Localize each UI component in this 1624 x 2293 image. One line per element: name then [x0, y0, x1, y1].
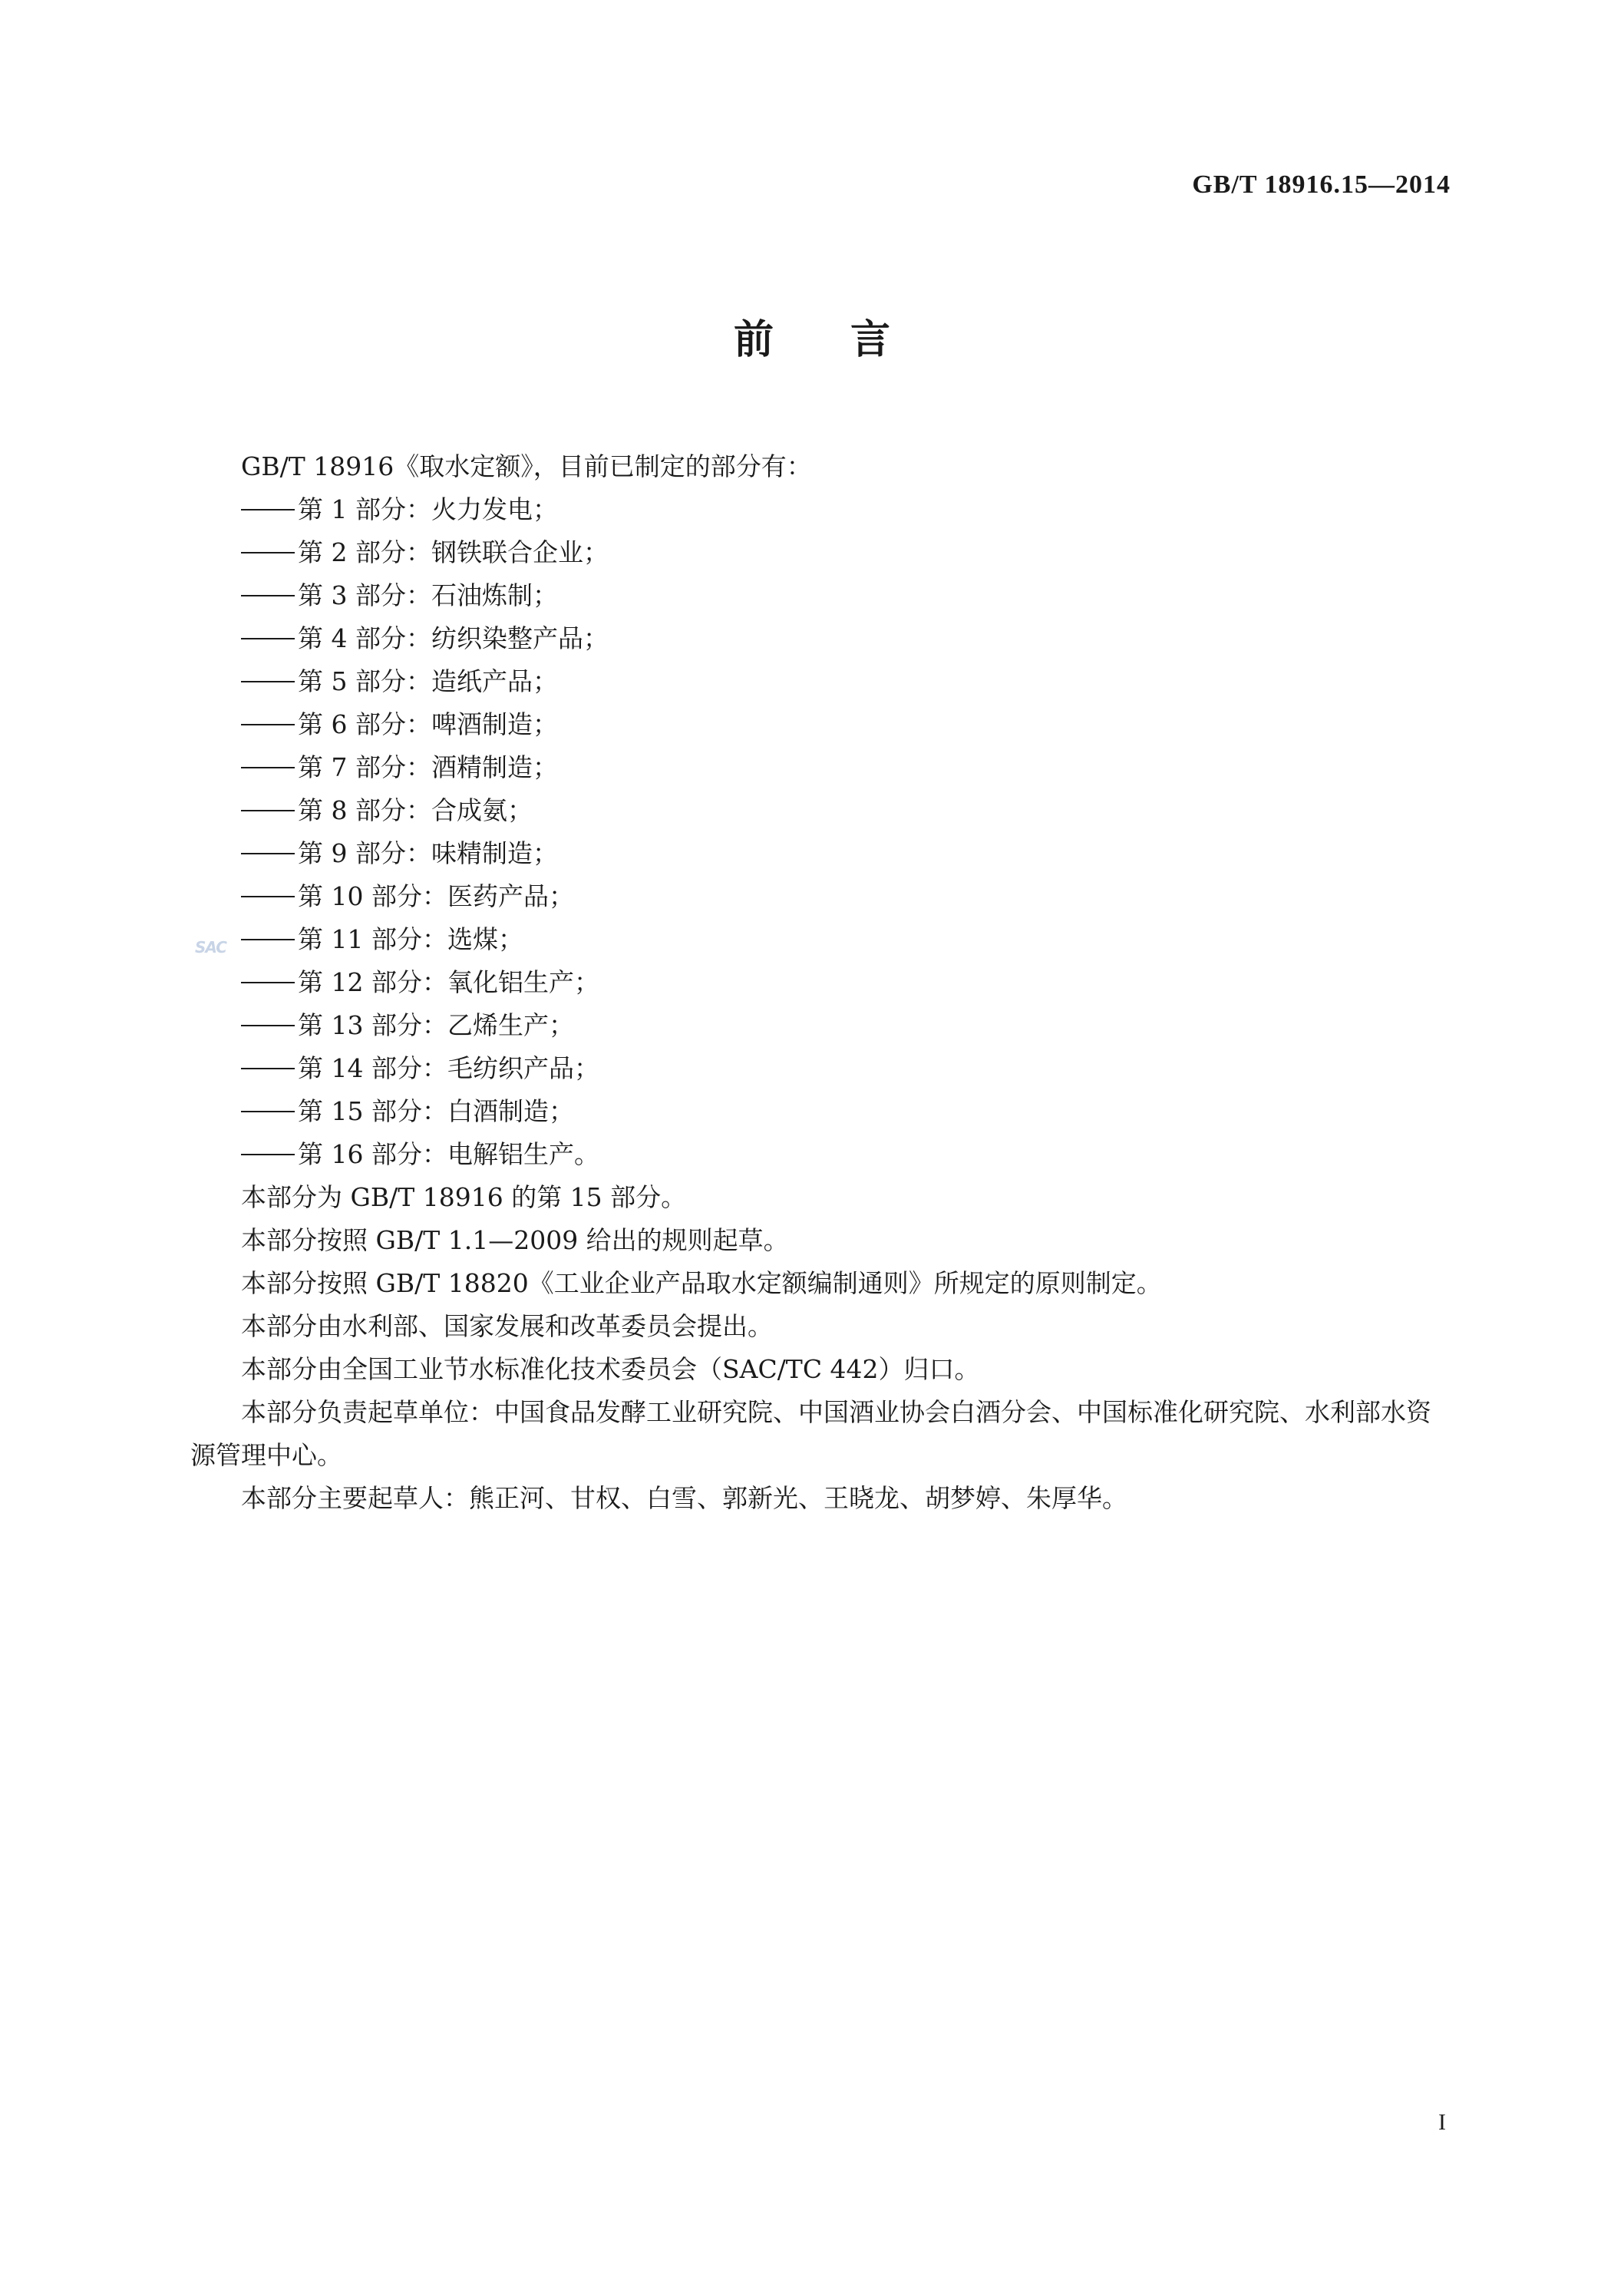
paragraph-drafters: 本部分主要起草人：熊正河、甘权、白雪、郭新光、王晓龙、胡梦婷、朱厚华。: [241, 1483, 1127, 1513]
page-number: I: [1438, 2110, 1446, 2135]
dash-bullet: [241, 638, 295, 640]
list-item: 第 1 部分：火力发电；: [190, 488, 1449, 531]
page-title: 前言: [733, 317, 967, 363]
dash-bullet: [241, 1154, 295, 1156]
list-item: 第 10 部分：医药产品；: [190, 875, 1449, 918]
list-item: 第 13 部分：乙烯生产；: [190, 1004, 1449, 1047]
foreword-body: [190, 445, 1449, 1520]
list-item: 第 14 部分：毛纺织产品；: [190, 1047, 1449, 1090]
paragraph-administered-by: 本部分由全国工业节水标准化技术委员会（SAC/TC 442）归口。: [241, 1354, 980, 1384]
dash-bullet: [241, 810, 295, 812]
list-item: 第 4 部分：纺织染整产品；: [190, 617, 1449, 660]
dash-bullet: [241, 939, 295, 941]
dash-bullet: [241, 681, 295, 683]
paragraph-drafting-rules: 本部分按照 GB/T 1.1—2009 给出的规则起草。: [241, 1225, 789, 1255]
list-item: 第 7 部分：酒精制造；: [190, 746, 1449, 789]
list-item: 第 6 部分：啤酒制造；: [190, 703, 1449, 746]
dash-bullet: [241, 724, 295, 726]
list-item: 第 15 部分：白酒制造；: [190, 1090, 1449, 1133]
list-item: 第 2 部分：钢铁联合企业；: [190, 531, 1449, 574]
list-item: 第 8 部分：合成氨；: [190, 789, 1449, 832]
dash-bullet: [241, 595, 295, 597]
list-item: 第 3 部分：石油炼制；: [190, 574, 1449, 617]
paragraph-part-statement: 本部分为 GB/T 18916 的第 15 部分。: [241, 1182, 687, 1212]
intro-paragraph: GB/T 18916《取水定额》，目前已制定的部分有：: [241, 451, 812, 481]
standard-code: GB/T 18916.15—2014: [1192, 170, 1451, 199]
dash-bullet: [241, 552, 295, 554]
sac-watermark-logo: SAC: [195, 938, 226, 957]
dash-bullet: [241, 896, 295, 898]
list-item: 第 12 部分：氧化铝生产；: [190, 961, 1449, 1004]
dash-bullet: [241, 1025, 295, 1027]
list-item: 第 9 部分：味精制造；: [190, 832, 1449, 875]
list-item: 第 5 部分：造纸产品；: [190, 660, 1449, 703]
dash-bullet: [241, 1111, 295, 1113]
paragraph-proposed-by: 本部分由水利部、国家发展和改革委员会提出。: [241, 1311, 773, 1341]
dash-bullet: [241, 853, 295, 855]
dash-bullet: [241, 1068, 295, 1070]
paragraph-drafting-units: 本部分负责起草单位：中国食品发酵工业研究院、中国酒业协会白酒分会、中国标准化研究院、水利部水资源管理中心。: [190, 1397, 1431, 1470]
dash-bullet: [241, 982, 295, 984]
parts-list: [190, 488, 1449, 1176]
paragraph-principles: 本部分按照 GB/T 18820《工业企业产品取水定额编制通则》所规定的原则制定。: [241, 1268, 1162, 1298]
list-item: 第 16 部分：电解铝生产。: [190, 1133, 1449, 1176]
list-item: 第 11 部分：选煤；: [190, 918, 1449, 961]
dash-bullet: [241, 509, 295, 511]
dash-bullet: [241, 767, 295, 769]
